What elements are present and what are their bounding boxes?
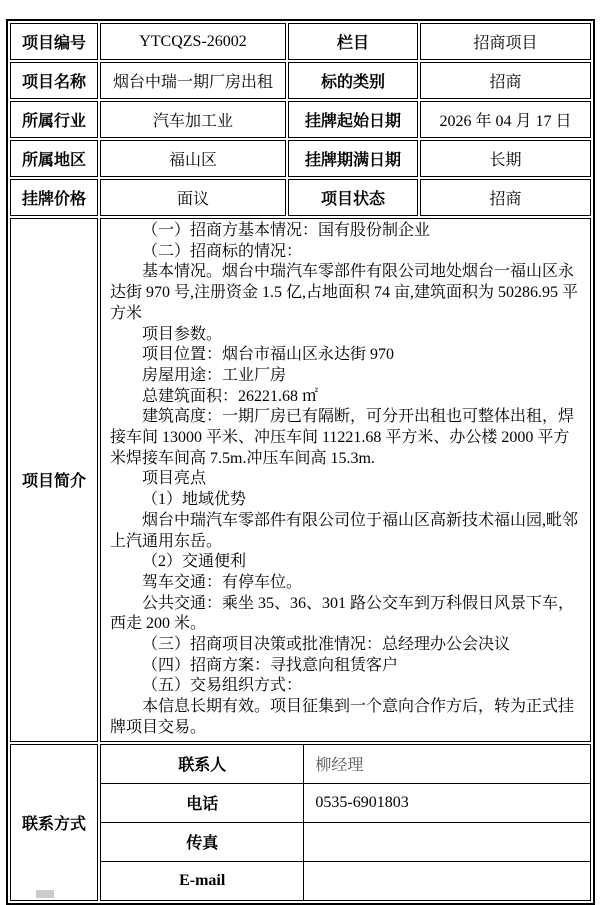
table-row-project-code bbox=[10, 23, 591, 60]
contact-table bbox=[101, 745, 590, 900]
summary-paragraph: 建筑高度：一期厂房已有隔断，可分开出租也可整体出租，焊接车间 13000 平米、冲压车间 11221.68 平方米、办公楼 2000 平方米焊接车间高 7.5m.冲压车间高 15.3m. bbox=[110, 408, 575, 467]
value-fax bbox=[304, 822, 590, 861]
value-industry: 汽车加工业 bbox=[100, 101, 286, 138]
contact-row-fax bbox=[101, 822, 590, 861]
value-project-name: 烟台中瑞一期厂房出租 bbox=[100, 62, 286, 99]
label-email: E-mail bbox=[101, 861, 304, 900]
summary-paragraph: （三）招商项目决策或批准情况：总经理办公会决议 bbox=[142, 636, 511, 654]
label-project-name: 项目名称 bbox=[10, 62, 98, 99]
summary-paragraph: 项目参数。 bbox=[142, 325, 223, 343]
value-email bbox=[304, 861, 590, 900]
label-listing-price: 挂牌价格 bbox=[10, 179, 98, 216]
label-fax: 传真 bbox=[101, 822, 304, 861]
contact-info-cell bbox=[100, 744, 591, 901]
summary-paragraph: （五）交易组织方式： bbox=[142, 677, 303, 695]
label-phone: 电话 bbox=[101, 783, 304, 822]
contact-row-email bbox=[101, 861, 590, 900]
label-listing-end-date: 挂牌期满日期 bbox=[288, 140, 418, 177]
value-listing-start-date: 2026 年 04 月 17 日 bbox=[420, 101, 591, 138]
value-listing-end-date: 长期 bbox=[420, 140, 591, 177]
value-contact-person: 柳经理 bbox=[304, 745, 590, 784]
summary-paragraph: 总建筑面积：26221.68 ㎡ bbox=[142, 387, 319, 405]
label-project-code: 项目编号 bbox=[10, 23, 98, 60]
table-row-industry bbox=[10, 101, 591, 138]
label-industry: 所属行业 bbox=[10, 101, 98, 138]
summary-paragraph: 驾车交通：有停车位。 bbox=[142, 573, 303, 591]
table-row-price bbox=[10, 179, 591, 216]
label-region: 所属地区 bbox=[10, 140, 98, 177]
table-row-summary bbox=[10, 218, 591, 742]
summary-paragraph: （2）交通便利 bbox=[142, 553, 247, 571]
label-project-summary: 项目简介 bbox=[10, 218, 98, 742]
summary-paragraph: 本信息长期有效。项目征集到一个意向合作方后，转为正式挂牌项目交易。 bbox=[110, 698, 575, 736]
summary-paragraph: 公共交通：乘坐 35、36、301 路公交车到万科假日风景下车，西走 200 米。 bbox=[110, 594, 575, 633]
value-project-status: 招商 bbox=[420, 179, 591, 216]
value-region: 福山区 bbox=[100, 140, 286, 177]
summary-paragraph: 房屋用途：工业厂房 bbox=[142, 366, 287, 384]
value-subject-type: 招商 bbox=[420, 62, 591, 99]
value-column-category: 招商项目 bbox=[420, 23, 591, 60]
summary-paragraph: （二）招商标的情况： bbox=[142, 242, 303, 260]
summary-paragraph: （1）地域优势 bbox=[142, 491, 247, 509]
summary-paragraph: （一）招商方基本情况：国有股份制企业 bbox=[142, 222, 431, 239]
project-summary-text bbox=[100, 218, 591, 742]
table-row-contact bbox=[10, 744, 591, 901]
summary-paragraph: 项目亮点 bbox=[142, 470, 207, 488]
value-project-code: YTCQZS-26002 bbox=[100, 23, 286, 60]
label-project-status: 项目状态 bbox=[288, 179, 418, 216]
summary-paragraph: （四）招商方案：寻找意向租赁客户 bbox=[142, 656, 399, 674]
value-phone: 0535-6901803 bbox=[304, 783, 590, 822]
resize-handle bbox=[36, 890, 54, 898]
summary-paragraph: 烟台中瑞汽车零部件有限公司位于福山区高新技术福山园,毗邻上汽通用东岳。 bbox=[110, 511, 579, 550]
label-contact-person: 联系人 bbox=[101, 745, 304, 784]
label-contact-info: 联系方式 bbox=[10, 744, 98, 901]
label-subject-type: 标的类别 bbox=[288, 62, 418, 99]
contact-row-phone bbox=[101, 783, 590, 822]
value-listing-price: 面议 bbox=[100, 179, 286, 216]
project-listing-table bbox=[6, 19, 595, 905]
contact-row-person bbox=[101, 745, 590, 784]
table-row-project-name bbox=[10, 62, 591, 99]
summary-paragraph: 项目位置：烟台市福山区永达街 970 bbox=[142, 346, 395, 364]
summary-paragraph: 基本情况。烟台中瑞汽车零部件有限公司地处烟台一福山区永达街 970 号,注册资金 1.5 亿,占地面积 74 亩,建筑面积为 50286.95 平方米 bbox=[110, 263, 579, 322]
table-row-region bbox=[10, 140, 591, 177]
label-column-category: 栏目 bbox=[288, 23, 418, 60]
label-listing-start-date: 挂牌起始日期 bbox=[288, 101, 418, 138]
